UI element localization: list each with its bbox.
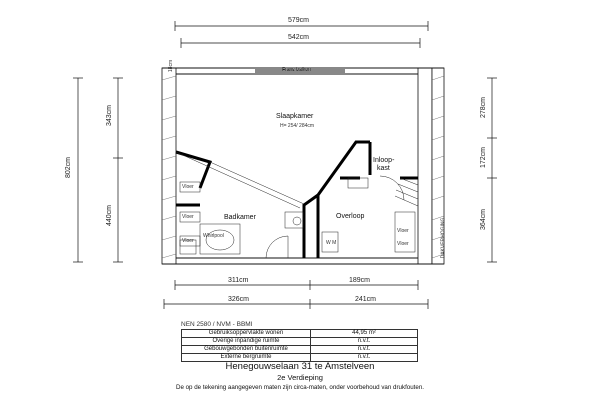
table-row: Externe bergruimte n.v.t. bbox=[182, 354, 418, 362]
dim-bottom-right-2: 241cm bbox=[355, 296, 377, 303]
table-row: Gebouwgebonden buitenruimte n.v.t. bbox=[182, 346, 418, 354]
dim-right-upper: 278cm bbox=[480, 96, 488, 119]
footer-disclaimer: De op de tekening aangegeven maten zijn circa-maten, onder voorbehoud van drukfouten. bbox=[175, 384, 424, 391]
dim-left-upper: 343cm bbox=[106, 104, 114, 127]
room-bedroom-height: H= 254/ 284cm bbox=[280, 123, 315, 129]
dim-bottom-right-1: 189cm bbox=[349, 277, 371, 284]
tag-5: Vloer bbox=[397, 241, 409, 247]
dim-top-total: 579cm bbox=[288, 17, 310, 24]
dim-left-lower: 440cm bbox=[106, 204, 114, 227]
room-bedroom: Slaapkamer bbox=[276, 113, 314, 120]
room-right-label: DAKVERHOGING bbox=[440, 217, 447, 259]
footer-address: Henegouwselaan 31 te Amstelveen bbox=[225, 361, 375, 372]
table-row: Gebruiksoppervlakte wonen 44,95 m² bbox=[182, 330, 418, 338]
footer-floor: 2e Verdieping bbox=[277, 373, 323, 382]
tag-1: Vloer bbox=[182, 184, 194, 190]
room-landing: Overloop bbox=[336, 213, 365, 220]
dim-right-mid: 172cm bbox=[480, 146, 488, 169]
tag-3: Vloer bbox=[182, 238, 194, 244]
area-table bbox=[181, 321, 418, 362]
room-walkin-2: kast bbox=[377, 165, 390, 172]
room-whirlpool: Whirlpool bbox=[203, 233, 224, 239]
tag-4: Vloer bbox=[397, 228, 409, 234]
room-wm: W M bbox=[326, 240, 337, 246]
dim-wall-tag: 18cm bbox=[168, 59, 175, 73]
tag-2: Vloer bbox=[182, 214, 194, 220]
dim-right-lower: 364cm bbox=[480, 208, 488, 231]
room-balcony: Frans balkon bbox=[282, 67, 311, 73]
dim-left-total: 802cm bbox=[65, 156, 73, 179]
dim-bottom-left-1: 311cm bbox=[228, 277, 249, 284]
room-walkin-1: Inloop- bbox=[373, 157, 395, 164]
area-table-grid bbox=[181, 329, 418, 362]
room-bathroom: Badkamer bbox=[224, 214, 256, 221]
dim-bottom-left-2: 326cm bbox=[228, 296, 250, 303]
dim-top-inner: 542cm bbox=[288, 34, 310, 41]
table-row: Overige inpandige ruimte n.v.t. bbox=[182, 338, 418, 346]
area-table-title: NEN 2580 / NVM - BBMI bbox=[181, 321, 253, 328]
